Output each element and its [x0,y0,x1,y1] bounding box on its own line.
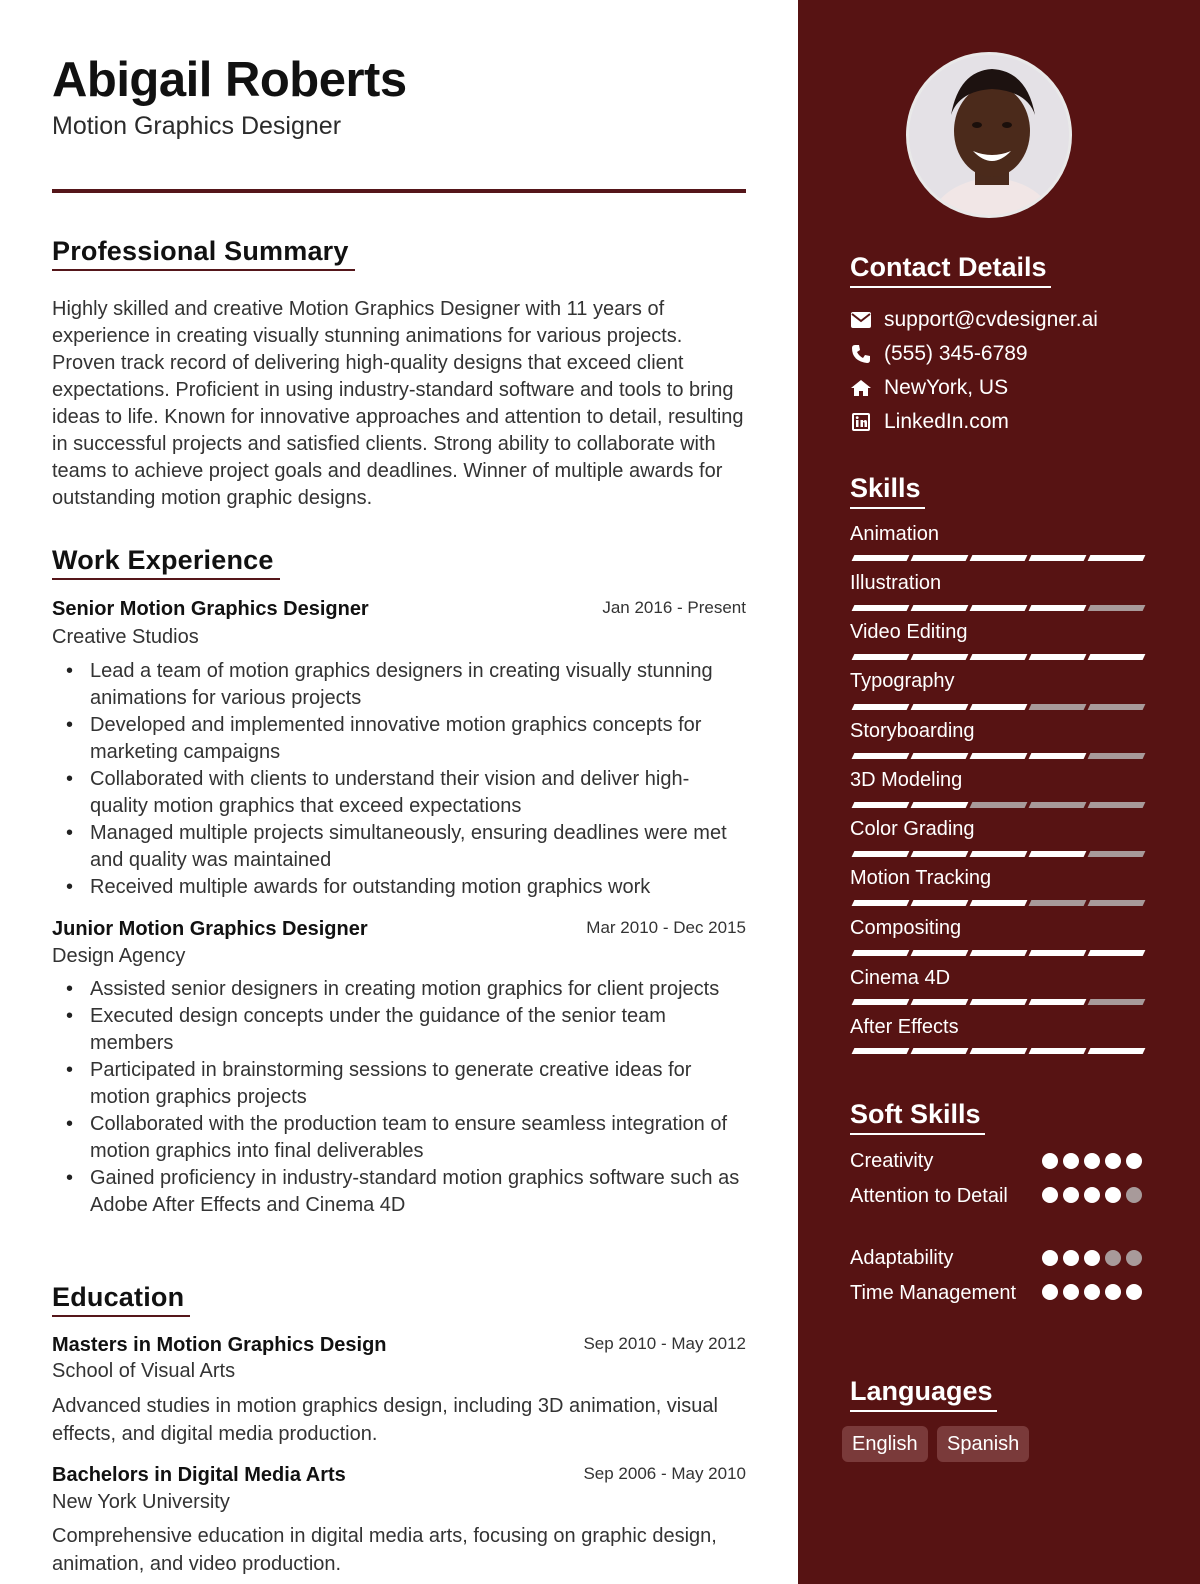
skill-segment-filled [911,950,969,956]
job-company: Creative Studios [52,626,199,648]
rating-dot-filled [1126,1284,1142,1300]
skill-segment-filled [1029,1048,1087,1054]
languages-heading: Languages [850,1376,997,1412]
list-item: • Received multiple awards for outstanding motion graphics work [90,874,746,901]
job-bullets [90,658,746,901]
rating-dot-filled [1084,1284,1100,1300]
list-item: • Participated in brainstorming sessions to generate creative ideas for motion graphics projects [90,1057,746,1111]
skill-segment-filled [852,654,910,660]
sidebar [798,0,1200,1584]
skill-bar [850,900,1142,906]
skill-bar [850,704,1142,710]
skill-segment-filled [1088,1048,1146,1054]
skills-heading: Skills [850,473,925,509]
linkedin-icon [850,411,872,433]
contact-location [850,375,1008,401]
soft-skill-rating [1042,1250,1142,1266]
skill-segment-empty [1088,704,1146,710]
contact-email-text: support@cvdesigner.ai [884,308,1098,331]
skill-label: 3D Modeling [850,769,963,791]
skill-bar [850,851,1142,857]
skill-segment-filled [970,605,1028,611]
skill-label: Illustration [850,572,942,594]
skill-segment-filled [970,900,1028,906]
language-tag-spanish: Spanish [937,1426,1029,1462]
skill-label: Color Grading [850,818,975,840]
skill-segment-filled [852,851,910,857]
skill-segment-filled [970,851,1028,857]
rating-dot-filled [1042,1250,1058,1266]
skill-segment-empty [1088,851,1146,857]
contact-phone[interactable] [850,341,1028,367]
rating-dot-filled [1063,1187,1079,1203]
skill-label: Compositing [850,917,962,939]
skill-segment-filled [911,999,969,1005]
skill-segment-filled [852,999,910,1005]
skill-segment-filled [1029,950,1087,956]
skill-segment-filled [1029,555,1087,561]
list-item: • Gained proficiency in industry-standard motion graphics software such as Adobe After Effects and Cinema 4D [90,1165,746,1219]
skill-segment-filled [1088,654,1146,660]
rating-dot-filled [1063,1250,1079,1266]
header-divider [52,189,746,193]
soft-skills-heading: Soft Skills [850,1099,985,1135]
contact-phone-text: (555) 345-6789 [884,342,1028,365]
envelope-icon [850,309,872,331]
skill-segment-filled [1088,950,1146,956]
candidate-name: Abigail Roberts [52,53,407,107]
skill-segment-filled [1088,555,1146,561]
skill-bar [850,950,1142,956]
degree-dates: Sep 2006 - May 2010 [583,1464,746,1483]
skill-segment-empty [1088,999,1146,1005]
skill-segment-empty [1088,605,1146,611]
rating-dot-filled [1084,1250,1100,1266]
skill-segment-filled [852,555,910,561]
rating-dot-empty [1126,1187,1142,1203]
skill-bar [850,555,1142,561]
skill-segment-filled [970,555,1028,561]
skill-bar [850,999,1142,1005]
soft-skill-rating [1042,1187,1142,1203]
degree-title: Bachelors in Digital Media Arts [52,1464,346,1486]
profile-photo [906,52,1072,218]
school-name: School of Visual Arts [52,1360,236,1382]
degree-dates: Sep 2010 - May 2012 [583,1334,746,1353]
soft-skill-label: Creativity [850,1150,934,1172]
job-role: Senior Motion Graphics Designer [52,598,369,620]
skill-segment-filled [911,1048,969,1054]
skill-segment-filled [911,851,969,857]
skill-segment-empty [1029,900,1087,906]
job-dates: Jan 2016 - Present [602,598,746,617]
skill-segment-filled [911,900,969,906]
soft-skill-label: Attention to Detail [850,1185,1008,1207]
skill-bar [850,654,1142,660]
list-item: • Developed and implemented innovative motion graphics concepts for marketing campaigns [90,712,746,766]
home-icon [850,377,872,399]
education-heading: Education [52,1282,190,1317]
skill-segment-filled [911,704,969,710]
skill-segment-filled [1029,753,1087,759]
degree-description: Comprehensive education in digital media arts, focusing on graphic design, animation, and video production. [52,1525,717,1575]
rating-dot-filled [1105,1187,1121,1203]
skill-segment-filled [970,950,1028,956]
skill-segment-filled [1029,999,1087,1005]
job-role: Junior Motion Graphics Designer [52,918,368,940]
candidate-title: Motion Graphics Designer [52,112,342,140]
skill-segment-empty [970,802,1028,808]
skill-label: Typography [850,670,955,692]
rating-dot-filled [1084,1187,1100,1203]
summary-heading: Professional Summary [52,236,355,271]
rating-dot-empty [1126,1250,1142,1266]
skill-segment-filled [911,605,969,611]
rating-dot-filled [1042,1284,1058,1300]
rating-dot-filled [1063,1153,1079,1169]
skill-segment-empty [1029,704,1087,710]
skill-segment-empty [1088,753,1146,759]
skill-label: Animation [850,523,939,545]
skill-segment-filled [852,704,910,710]
skill-segment-filled [970,1048,1028,1054]
skill-segment-filled [970,704,1028,710]
skill-segment-filled [1029,654,1087,660]
skill-segment-filled [852,753,910,759]
soft-skill-rating [1042,1153,1142,1169]
skill-label: Storyboarding [850,720,975,742]
rating-dot-empty [1105,1250,1121,1266]
list-item: • Collaborated with clients to understand their vision and deliver high-quality motion graphics that exceed expectations [90,766,746,820]
rating-dot-filled [1105,1284,1121,1300]
skill-segment-filled [970,753,1028,759]
skill-bar [850,605,1142,611]
rating-dot-filled [1042,1153,1058,1169]
contact-linkedin-text: LinkedIn.com [884,410,1009,433]
job-bullets [90,976,746,1219]
soft-skill-label: Time Management [850,1282,1016,1304]
skill-label: After Effects [850,1016,959,1038]
list-item: • Collaborated with the production team to ensure seamless integration of motion graphics into final deliverables [90,1111,746,1165]
skill-label: Motion Tracking [850,867,992,889]
portrait-image [909,55,1072,218]
list-item: • Lead a team of motion graphics designers in creating visually stunning animations for various projects [90,658,746,712]
degree-title: Masters in Motion Graphics Design [52,1334,387,1356]
skill-segment-filled [852,900,910,906]
degree-description: Advanced studies in motion graphics design, including 3D animation, visual effects, and digital media production. [52,1395,718,1445]
skill-segment-filled [970,654,1028,660]
skill-segment-filled [852,1048,910,1054]
rating-dot-filled [1084,1153,1100,1169]
language-tag-english: English [842,1426,928,1462]
rating-dot-filled [1042,1187,1058,1203]
soft-skill-label: Adaptability [850,1247,954,1269]
skill-bar [850,753,1142,759]
job-company: Design Agency [52,945,186,967]
summary-text: Highly skilled and creative Motion Graphics Designer with 11 years of experience in creating visually stunning animations for various projects. Proven track record of delivering high-quality designs that exceed client expectations. Proficient in using industry-standard software and tools to bring ideas to life. Known for innovative approaches and attention to detail, resulting in successful projects and satisfied clients. Strong ability to collaborate with teams to achieve project goals and deadlines. Winner of multiple awards for outstanding motion graphic designs. [52,298,744,509]
main-column [52,0,746,1584]
skill-segment-filled [911,654,969,660]
rating-dot-filled [1126,1153,1142,1169]
skill-segment-filled [970,999,1028,1005]
skill-segment-filled [911,802,969,808]
contact-linkedin[interactable] [850,409,1009,435]
skill-segment-filled [1029,851,1087,857]
skill-segment-filled [852,802,910,808]
contact-email[interactable] [850,307,1098,333]
skill-segment-filled [911,753,969,759]
skill-segment-filled [911,555,969,561]
skill-bar [850,1048,1142,1054]
contact-location-text: NewYork, US [884,376,1009,399]
skill-segment-empty [1088,802,1146,808]
school-name: New York University [52,1491,230,1513]
phone-icon [850,343,872,365]
skill-segment-filled [852,605,910,611]
job-dates: Mar 2010 - Dec 2015 [586,918,746,937]
list-item: • Managed multiple projects simultaneously, ensuring deadlines were met and quality was maintained [90,820,746,874]
skill-label: Cinema 4D [850,967,951,989]
soft-skill-rating [1042,1284,1142,1300]
skill-segment-filled [852,950,910,956]
list-item: • Assisted senior designers in creating motion graphics for client projects [90,976,746,1003]
experience-heading: Work Experience [52,545,280,580]
skill-segment-empty [1088,900,1146,906]
rating-dot-filled [1063,1284,1079,1300]
skill-segment-filled [1029,605,1087,611]
list-item: • Executed design concepts under the guidance of the senior team members [90,1003,746,1057]
contact-heading: Contact Details [850,252,1051,288]
skill-segment-empty [1029,802,1087,808]
rating-dot-filled [1105,1153,1121,1169]
skill-bar [850,802,1142,808]
skill-label: Video Editing [850,621,968,643]
